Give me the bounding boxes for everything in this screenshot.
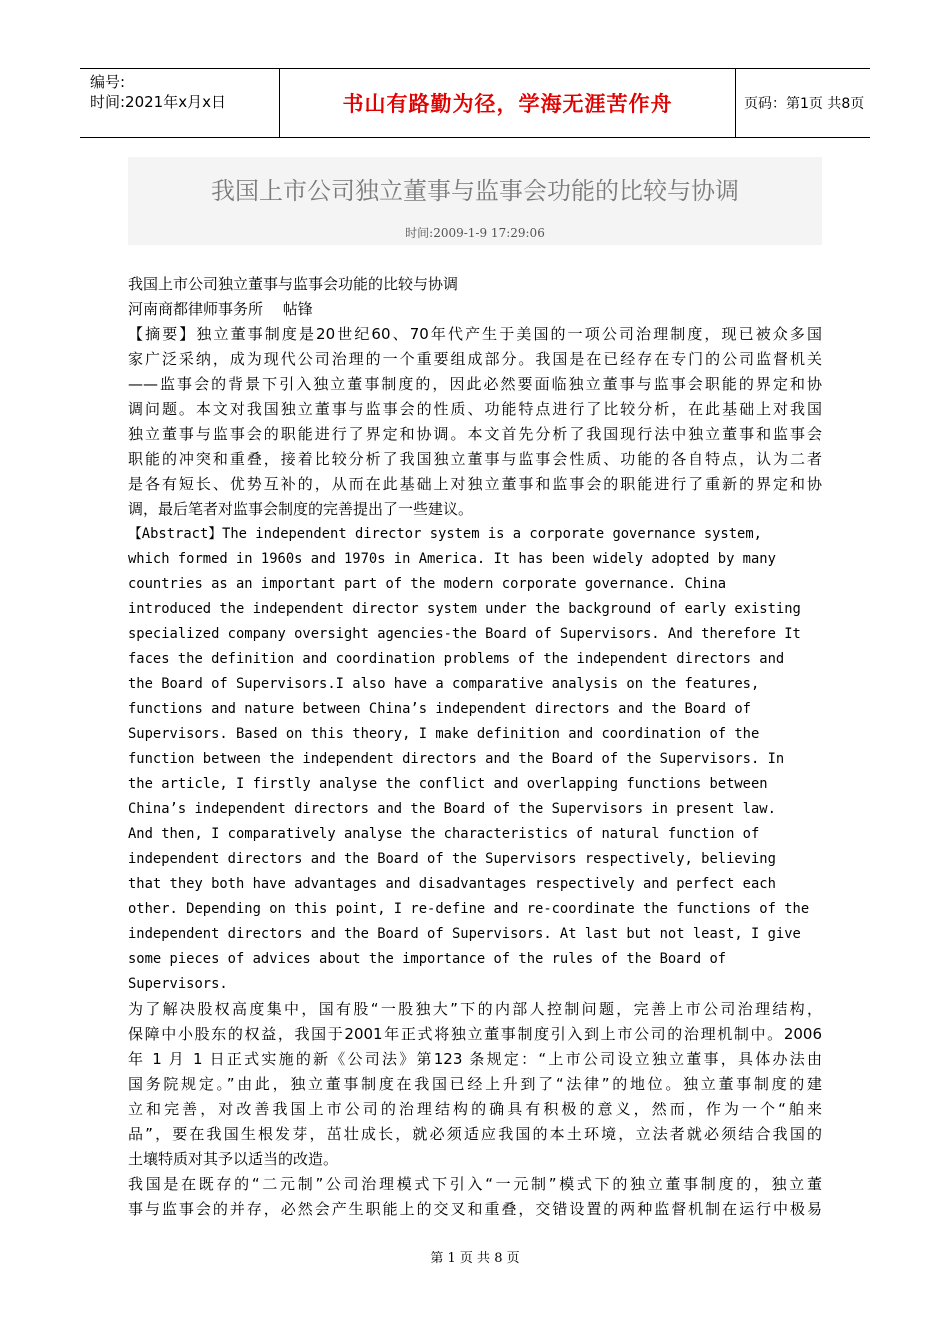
header-meta bbox=[80, 69, 280, 137]
abstract-en-line: 【Abstract】The independent director system is a corporate governance system, bbox=[128, 526, 762, 542]
abstract-en-line: specialized company oversight agencies-the Board of Supervisors. And therefore It bbox=[128, 626, 801, 642]
abstract-en-line: Supervisors. Based on this theory, I make definition and coordination of the bbox=[128, 726, 760, 742]
abstract-en-line: countries as an important part of the modern corporate governance. China bbox=[128, 576, 727, 592]
time-label: 时间:2021年x月x日 bbox=[90, 93, 226, 111]
document-header bbox=[80, 68, 870, 138]
para1-line: 立和完善，对改善我国上市公司的治理结构的确具有积极的意义，然而，作为一个“舶来 bbox=[128, 1100, 822, 1118]
para1-line: 土壤特质对其予以适当的改造。 bbox=[128, 1150, 339, 1168]
abstract-en-line: the Board of Supervisors.I also have a comparative analysis on the features, bbox=[128, 676, 760, 692]
abstract-en-line: function between the independent directors and the Board of the Supervisors. In bbox=[128, 751, 785, 767]
abstract-cn-line: 【摘要】独立董事制度是20世纪60、70年代产生于美国的一项公司治理制度，现已被众多国 bbox=[128, 325, 822, 343]
abstract-en-line: some pieces of advices about the importance of the rules of the Board of bbox=[128, 951, 727, 967]
abstract-cn-line: ——监事会的背景下引入独立董事制度的，因此必然要面临独立董事与监事会职能的界定和协 bbox=[128, 375, 822, 393]
para1-line: 品”，要在我国生根发芽，茁壮成长，就必须适应我国的本土环境，立法者就必须结合我国的 bbox=[128, 1125, 822, 1143]
page-footer: 第 1 页 共 8 页 bbox=[430, 1251, 520, 1266]
abstract-cn-line: 调，最后笔者对监事会制度的完善提出了一些建议。 bbox=[128, 500, 474, 518]
abstract-en-line: introduced the independent director system under the background of early existing bbox=[128, 601, 801, 617]
abstract-cn-line: 职能的冲突和重叠，接着比较分析了我国独立董事与监事会性质、功能的各自特点，认为二者 bbox=[128, 450, 822, 468]
abstract-cn-line: 是各有短长、优势互补的，从而在此基础上对独立董事和监事会的职能进行了重新的界定和协 bbox=[128, 475, 822, 493]
abstract-en-line: Supervisors. bbox=[128, 976, 228, 992]
header-page-label: 页码：第1页 共8页 bbox=[744, 96, 865, 112]
abstract-en-line: which formed in 1960s and 1970s in America. It has been widely adopted by many bbox=[128, 551, 776, 567]
article-body bbox=[128, 272, 822, 1222]
abstract-en-line: functions and nature between China’s independent directors and the Board of bbox=[128, 701, 751, 717]
para2-line: 事与监事会的并存，必然会产生职能上的交叉和重叠，交错设置的两种监督机制在运行中极易 bbox=[128, 1200, 822, 1218]
para1-line: 国务院规定。”由此，独立董事制度在我国已经上升到了“法律”的地位。独立董事制度的建 bbox=[128, 1075, 822, 1093]
article-title: 我国上市公司独立董事与监事会功能的比较与协调 bbox=[211, 177, 739, 205]
para1-line: 保障中小股东的权益，我国于2001年正式将独立董事制度引入到上市公司的治理机制中。2006 bbox=[128, 1025, 822, 1043]
abstract-cn-line: 家广泛采纳，成为现代公司治理的一个重要组成部分。我国是在已经存在专门的公司监督机关 bbox=[128, 350, 822, 368]
author-line: 河南商都律师事务所 帖锋 bbox=[128, 300, 313, 318]
para2-line: 我国是在既存的“二元制”公司治理模式下引入“一元制”模式下的独立董事制度的，独立董 bbox=[128, 1175, 822, 1193]
article-title-box bbox=[128, 157, 822, 245]
number-label: 编号: bbox=[90, 73, 126, 91]
abstract-en-line: independent directors and the Board of Supervisors. At last but not least, I give bbox=[128, 926, 801, 942]
abstract-en-line: faces the definition and coordination problems of the independent directors and bbox=[128, 651, 785, 667]
abstract-en-line: other. Depending on this point, I re-define and re-coordinate the functions of the bbox=[128, 901, 810, 917]
header-motto: 书山有路勤为径，学海无涯苦作舟 bbox=[342, 92, 673, 116]
abstract-cn-line: 调问题。本文对我国独立董事与监事会的性质、功能特点进行了比较分析，在此基础上对我国 bbox=[128, 400, 822, 418]
abstract-en-line: independent directors and the Board of the Supervisors respectively, believing bbox=[128, 851, 776, 867]
abstract-en-line: the article, I firstly analyse the conflict and overlapping functions between bbox=[128, 776, 768, 792]
abstract-en-line: that they both have advantages and disadvantages respectively and perfect each bbox=[128, 876, 776, 892]
abstract-cn-line: 独立董事与监事会的职能进行了界定和协调。本文首先分析了我国现行法中独立董事和监事会 bbox=[128, 425, 822, 443]
abstract-en-line: China’s independent directors and the Board of the Supervisors in present law. bbox=[128, 801, 776, 817]
para1-line: 为了解决股权高度集中，国有股“一股独大”下的内部人控制问题，完善上市公司治理结构， bbox=[128, 1000, 822, 1018]
abstract-en-line: And then, I comparatively analyse the characteristics of natural function of bbox=[128, 826, 760, 842]
para1-line: 年 1 月 1 日正式实施的新《公司法》第123 条规定：“上市公司设立独立董事，具体办法由 bbox=[128, 1050, 822, 1068]
article-time: 时间:2009-1-9 17:29:06 bbox=[405, 226, 545, 240]
body-heading: 我国上市公司独立董事与监事会功能的比较与协调 bbox=[128, 275, 459, 293]
